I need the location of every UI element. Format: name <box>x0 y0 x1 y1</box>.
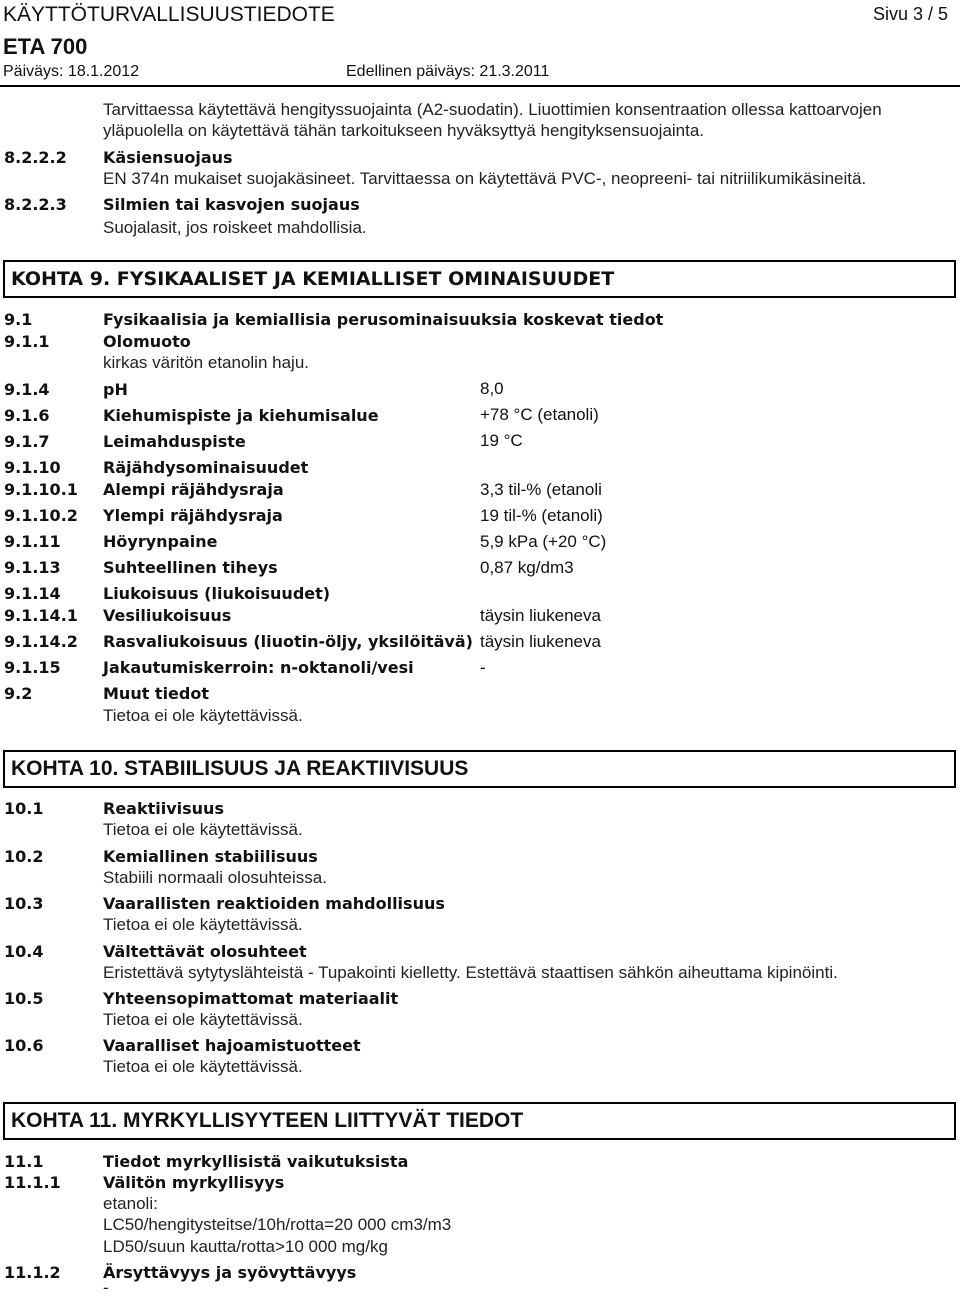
section-number: 10.5 <box>4 989 44 1008</box>
irritation-text: - <box>103 1278 109 1297</box>
section-title: Olomuoto <box>103 332 191 351</box>
toxicity-text: LD50/suun kautta/rotta>10 000 mg/kg <box>103 1237 388 1256</box>
section-number: 10.1 <box>4 799 44 818</box>
property-label: Rasvaliukoisuus (liuotin-öljy, yksilöitävä) <box>103 632 473 651</box>
section-number: 11.1 <box>4 1152 44 1171</box>
toxicity-text: etanoli: <box>103 1194 158 1213</box>
section-number: 9.1.1 <box>4 332 50 351</box>
property-number: 9.1.4 <box>4 380 50 399</box>
issue-date: Päiväys: 18.1.2012 <box>3 63 140 80</box>
property-number: 9.1.6 <box>4 406 50 425</box>
property-number: 9.1.15 <box>4 658 61 677</box>
property-value: - <box>480 658 486 677</box>
property-number: 9.1.14.2 <box>4 632 78 651</box>
property-label: Alempi räjähdysraja <box>103 480 284 499</box>
section-number: 11.1.2 <box>4 1263 61 1282</box>
section-number: 8.2.2.2 <box>4 148 67 167</box>
property-value: 19 til-% (etanoli) <box>480 506 603 525</box>
eye-protection-text: Suojalasit, jos roiskeet mahdollisia. <box>103 218 367 237</box>
property-number: 9.1.10.1 <box>4 480 78 499</box>
property-number: 9.1.11 <box>4 532 61 551</box>
document-title: KÄYTTÖTURVALLISUUSTIEDOTE <box>3 3 335 26</box>
hand-protection-title: Käsiensuojaus <box>103 148 233 167</box>
section-title: Yhteensopimattomat materiaalit <box>103 989 399 1008</box>
property-value: täysin liukeneva <box>480 632 601 651</box>
property-value: 5,9 kPa (+20 °C) <box>480 532 607 551</box>
property-label: Kiehumispiste ja kiehumisalue <box>103 406 379 425</box>
section-text: Tietoa ei ole käytettävissä. <box>103 1057 303 1076</box>
property-label: Jakautumiskerroin: n-oktanoli/vesi <box>103 658 414 677</box>
section-title: Ärsyttävyys ja syövyttävyys <box>103 1263 357 1282</box>
section-11-heading <box>3 1102 956 1140</box>
section-number: 9.1 <box>4 310 33 329</box>
section-11-heading-text: KOHTA 11. MYRKYLLISYYTEEN LIITTYVÄT TIEDOT <box>11 1109 524 1132</box>
property-label: Höyrynpaine <box>103 532 218 551</box>
property-number: 9.1.13 <box>4 558 61 577</box>
section-text: Stabiili normaali olosuhteissa. <box>103 868 327 887</box>
property-value: +78 °C (etanoli) <box>480 405 599 424</box>
product-name: ETA 700 <box>3 34 88 59</box>
section-title: Vaaralliset hajoamistuotteet <box>103 1036 361 1055</box>
property-number: 9.1.14.1 <box>4 606 78 625</box>
section-title: Reaktiivisuus <box>103 799 224 818</box>
section-9-heading-text: KOHTA 9. FYSIKAALISET JA KEMIALLISET OMINAISUUDET <box>11 268 615 290</box>
page-number: Sivu 3 / 5 <box>873 4 949 24</box>
property-number: 9.1.14 <box>4 584 61 603</box>
section-number: 9.2 <box>4 684 33 703</box>
property-value: täysin liukeneva <box>480 606 601 625</box>
section-10-heading-text: KOHTA 10. STABIILISUUS JA REAKTIIVISUUS <box>11 757 469 780</box>
property-label: Suhteellinen tiheys <box>103 558 278 577</box>
appearance-text: kirkas väritön etanolin haju. <box>103 353 310 372</box>
section-text: Tietoa ei ole käytettävissä. <box>103 1010 303 1029</box>
property-value: 3,3 til-% (etanoli <box>480 480 602 499</box>
toxicity-text: LC50/hengitysteitse/10h/rotta=20 000 cm3/m3 <box>103 1215 452 1234</box>
property-value: 19 °C <box>480 431 523 450</box>
section-number: 10.4 <box>4 942 44 961</box>
section-title: Fysikaalisia ja kemiallisia perusominaisuuksia koskevat tiedot <box>103 310 664 329</box>
property-label: Liukoisuus (liukoisuudet) <box>103 584 331 603</box>
header-divider <box>0 85 960 87</box>
section-text: Tietoa ei ole käytettävissä. <box>103 915 303 934</box>
property-label: Räjähdysominaisuudet <box>103 458 309 477</box>
property-label: Vesiliukoisuus <box>103 606 232 625</box>
property-label: Leimahduspiste <box>103 432 246 451</box>
section-10-heading <box>3 750 956 788</box>
section-number: 8.2.2.3 <box>4 195 67 214</box>
section-number: 10.6 <box>4 1036 44 1055</box>
section-title: Vältettävät olosuhteet <box>103 942 307 961</box>
previous-date: Edellinen päiväys: 21.3.2011 <box>346 63 550 80</box>
property-value: 8,0 <box>480 379 504 398</box>
section-number: 11.1.1 <box>4 1173 61 1192</box>
property-label: pH <box>103 380 128 399</box>
section-number: 10.2 <box>4 847 44 866</box>
section-title: Tiedot myrkyllisistä vaikutuksista <box>103 1152 409 1171</box>
property-number: 9.1.10.2 <box>4 506 78 525</box>
section-number: 10.3 <box>4 894 44 913</box>
section-text: Eristettävä sytytyslähteistä - Tupakointi kielletty. Estettävä staattisen sähkön aiheuttama kipinöinti. <box>103 963 838 982</box>
section-title: Kemiallinen stabiilisuus <box>103 847 318 866</box>
property-label: Ylempi räjähdysraja <box>103 506 283 525</box>
property-number: 9.1.10 <box>4 458 61 477</box>
property-number: 9.1.7 <box>4 432 50 451</box>
eye-protection-title: Silmien tai kasvojen suojaus <box>103 195 360 214</box>
section-title: Välitön myrkyllisyys <box>103 1173 285 1192</box>
other-info-text: Tietoa ei ole käytettävissä. <box>103 706 303 725</box>
section-title: Vaarallisten reaktioiden mahdollisuus <box>103 894 445 913</box>
property-value: 0,87 kg/dm3 <box>480 558 574 577</box>
section-9-heading <box>3 260 956 298</box>
section-title: Muut tiedot <box>103 684 209 703</box>
section-text: Tietoa ei ole käytettävissä. <box>103 820 303 839</box>
respiratory-text-1: Tarvittaessa käytettävä hengityssuojainta (A2-suodatin). Liuottimien konsentraation ollessa kattoarvojen <box>103 100 882 119</box>
hand-protection-text: EN 374n mukaiset suojakäsineet. Tarvittaessa on käytettävä PVC-, neopreeni- tai nitriilikumikäsineitä. <box>103 169 867 188</box>
respiratory-text-2: yläpuolella on käytettävä tähän tarkoitukseen hyväksyttyä hengityksensuojainta. <box>103 121 705 140</box>
